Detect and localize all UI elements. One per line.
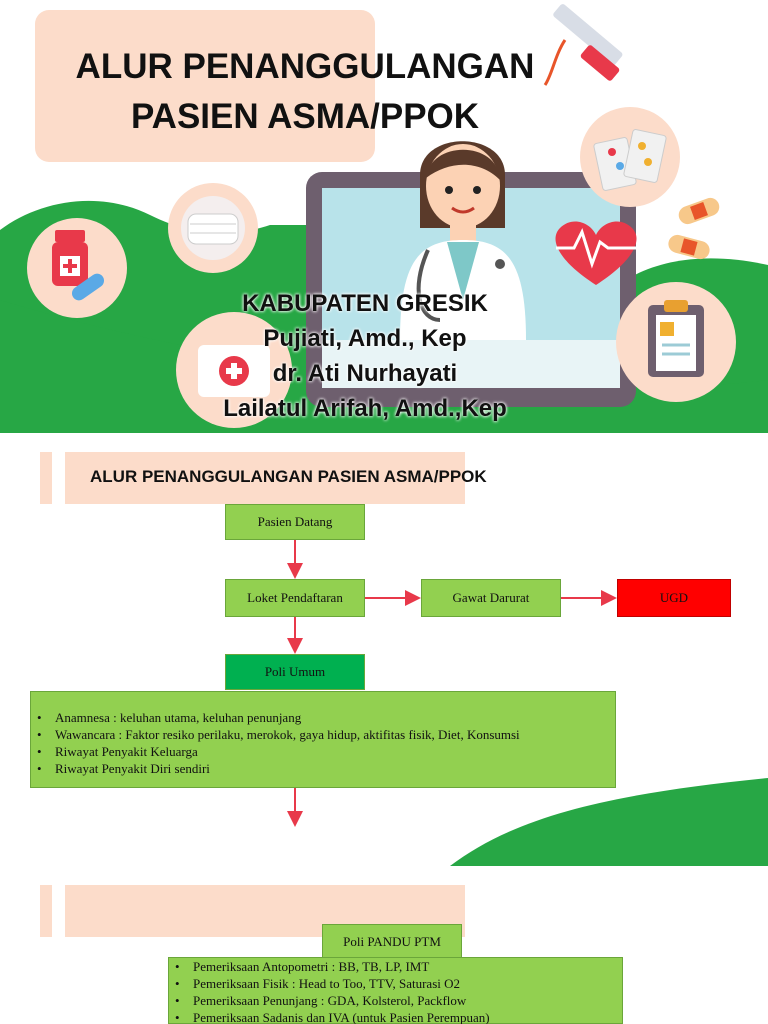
bandage-icon: [666, 195, 721, 261]
pandu-ptm-list: [169, 958, 622, 1024]
credit-author-2: dr. Ati Nurhayati: [272, 360, 458, 387]
slide-header: ALUR PENANGGULANGAN PASIEN ASMA/PPOK: [90, 467, 487, 486]
node-poli-pandu-ptm: Poli PANDU PTM: [322, 924, 462, 960]
node-pasien-datang: Pasien Datang: [225, 504, 365, 540]
list-item: • Pemeriksaan Antopometri : BB, TB, LP, IMT: [193, 958, 622, 975]
title-slide: [0, 0, 768, 433]
poli-umum-list: [31, 709, 615, 777]
node-gawat-darurat: Gawat Darurat: [421, 579, 561, 617]
title-line-2: PASIEN ASMA/PPOK: [130, 97, 480, 136]
pandu-ptm-details: [168, 957, 623, 1024]
credits-block: [150, 286, 580, 426]
list-item: • Pemeriksaan Sadanis dan IVA (untuk Pasien Perempuan): [193, 1009, 622, 1024]
list-item: • Pemeriksaan Penunjang : GDA, Kolsterol, Packflow: [193, 992, 622, 1009]
credit-author-1: Pujiati, Amd., Kep: [263, 325, 467, 352]
header-accent-stripe: [40, 452, 52, 504]
list-item: • Pemeriksaan Fisik : Head to Too, TTV, Saturasi O2: [193, 975, 622, 992]
header-accent-stripe: [40, 885, 52, 937]
list-item: • Riwayat Penyakit Diri sendiri: [55, 760, 615, 777]
credit-author-3: Lailatul Arifah, Amd.,Kep: [223, 395, 507, 422]
node-ugd: UGD: [617, 579, 731, 617]
title-line-1: ALUR PENANGGULANGAN: [75, 47, 535, 86]
face-mask-icon: [181, 196, 245, 260]
clipboard-icon: [648, 300, 704, 377]
slide-title: [0, 42, 610, 142]
flowchart-slide: [0, 433, 768, 866]
node-poli-umum: Poli Umum: [225, 654, 365, 690]
list-item: • Riwayat Penyakit Keluarga: [55, 743, 615, 760]
list-item: • Wawancara : Faktor resiko perilaku, merokok, gaya hidup, aktifitas fisik, Diet, Konsumsi: [55, 726, 615, 743]
list-item: • Anamnesa : keluhan utama, keluhan penunjang: [55, 709, 615, 726]
pandu-ptm-slide: [0, 866, 768, 1024]
node-loket-pendaftaran: Loket Pendaftaran: [225, 579, 365, 617]
poli-umum-details: [30, 691, 616, 788]
credit-region: KABUPATEN GRESIK: [242, 290, 488, 317]
